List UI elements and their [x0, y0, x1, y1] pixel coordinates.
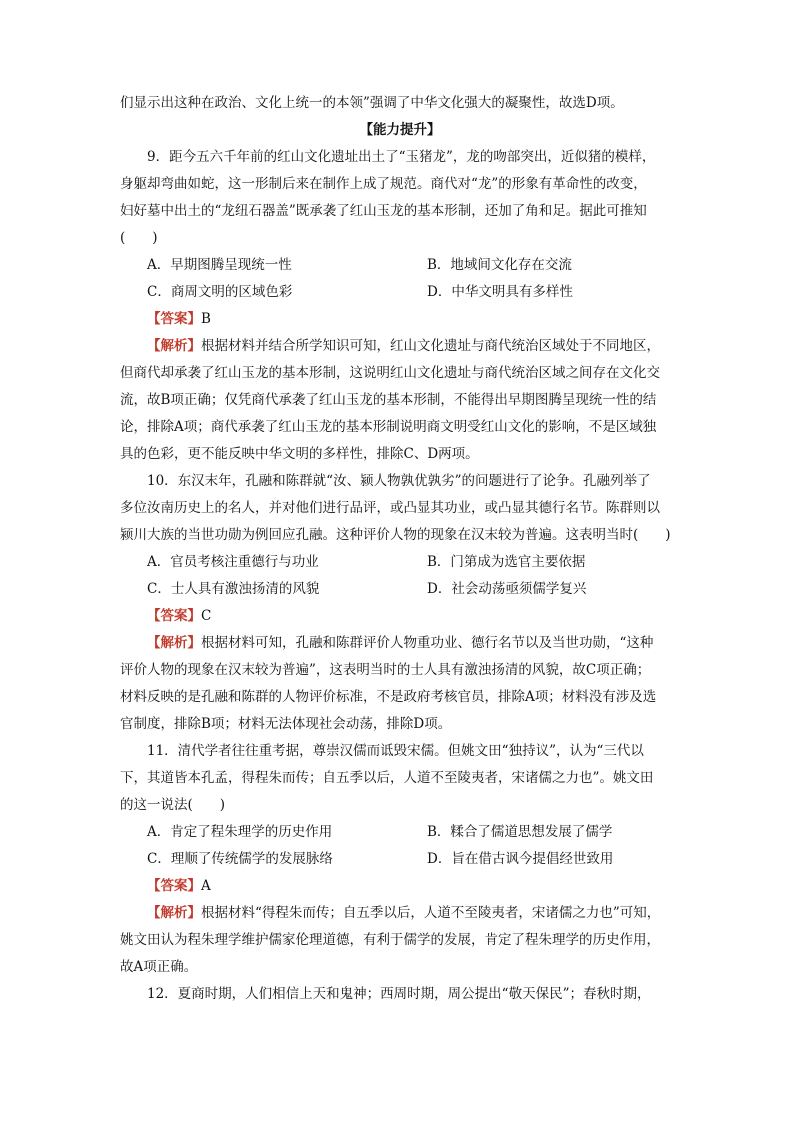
question-line: 身躯却弯曲如蛇，这一形制后来在制作上成了规范。商代对“龙”的形象有革命性的改变，	[120, 176, 647, 192]
answer-row	[120, 306, 680, 333]
question-line: 10．东汉末年，孔融和陈群就“汝、颍人物孰优孰劣”的问题进行了论争。孔融列举了	[147, 473, 651, 489]
options-row	[120, 846, 680, 873]
options-row	[120, 279, 680, 306]
options-row	[120, 576, 680, 603]
answer-row	[120, 873, 680, 900]
answer-value: B	[201, 311, 211, 327]
question-10	[120, 468, 680, 738]
analysis-line: 姚文田认为程朱理学维护儒家伦理道德，有利于儒学的发展，肯定了程朱理学的历史作用，	[120, 932, 660, 948]
answer-tag: 【答案】	[147, 878, 201, 894]
analysis-line: 论，排除A项；商代承袭了红山玉龙的基本形制说明商文明受红山文化的影响，不是区域独	[120, 419, 657, 435]
answer-tag: 【答案】	[147, 311, 201, 327]
answer-value: A	[201, 878, 211, 894]
option-c: C．商周文明的区域色彩	[147, 284, 293, 300]
analysis-line	[120, 630, 680, 657]
analysis-line	[120, 900, 680, 927]
analysis-line: 材料反映的是孔融和陈群的人物评价标准，不是政府考核官员，排除A项；材料没有涉及选	[120, 689, 657, 705]
document-page	[120, 90, 680, 1008]
analysis-line	[120, 333, 680, 360]
options-row	[120, 819, 680, 846]
option-d: D．社会动荡亟须儒学复兴	[427, 581, 587, 597]
question-line: 下，其道皆本孔孟，得程朱而传；自五季以后，人道不至陵夷者，宋诸儒之力也”。姚文田	[120, 770, 654, 786]
option-c: C．士人具有激浊扬清的风貌	[147, 581, 320, 597]
analysis-tag: 【解析】	[147, 905, 201, 921]
question-line: ( )	[120, 230, 158, 246]
question-9	[120, 144, 680, 468]
option-c: C．理顺了传统儒学的发展脉络	[147, 851, 333, 867]
answer-value: C	[201, 608, 212, 624]
option-b: B．糅合了儒道思想发展了儒学	[427, 824, 613, 840]
analysis-tag: 【解析】	[147, 338, 201, 354]
analysis-line: 评价人物的现象在汉末较为普遍”，这表明当时的士人具有激浊扬清的风貌，故C项正确；	[120, 662, 651, 678]
analysis-text: 根据材料并结合所学知识可知，红山文化遗址与商代统治区域处于不同地区，	[201, 338, 660, 354]
question-line: 妇好墓中出土的“龙纽石器盖”既承袭了红山玉龙的基本形制，还加了角和足。据此可推知	[120, 203, 647, 219]
question-line: 的这一说法( )	[120, 797, 226, 813]
option-d: D．中华文明具有多样性	[427, 284, 573, 300]
question-12-line: 12．夏商时期，人们相信上天和鬼神；西周时期，周公提出“敬天保民”；春秋时期，	[147, 986, 651, 1002]
analysis-line: 但商代却承袭了红山玉龙的基本形制，这说明红山文化遗址与商代统治区域之间存在文化交	[120, 365, 660, 381]
analysis-line: 故A项正确。	[120, 959, 198, 975]
section-title: 【能力提升】	[359, 122, 441, 138]
option-d: D．旨在借古讽今提倡经世致用	[427, 851, 614, 867]
option-a: A．肯定了程朱理学的历史作用	[147, 824, 333, 840]
analysis-line: 官制度，排除B项；材料无法体现社会动荡，排除D项。	[120, 716, 452, 732]
option-a: A．官员考核注重德行与功业	[147, 554, 319, 570]
question-line: 多位汝南历史上的名人，并对他们进行品评，或凸显其功业，或凸显其德行名节。陈群则以	[120, 500, 660, 516]
question-line: 颍川大族的当世功勋为例回应孔融。这种评价人物的现象在汉末较为普遍。这表明当时( )	[120, 527, 671, 543]
analysis-text: 根据材料“得程朱而传；自五季以后，人道不至陵夷者，宋诸儒之力也”可知，	[201, 905, 661, 921]
question-11	[120, 738, 680, 981]
answer-row	[120, 603, 680, 630]
options-row	[120, 549, 680, 576]
answer-tag: 【答案】	[147, 608, 201, 624]
intro-tail-text: 们显示出这种在政治、文化上统一的本领”强调了中华文化强大的凝聚性，故选D项。	[120, 95, 624, 111]
option-b: B．地域间文化存在交流	[427, 257, 572, 273]
question-line: 9．距今五六千年前的红山文化遗址出土了“玉猪龙”，龙的吻部突出，近似猪的模样，	[147, 149, 656, 165]
option-a: A．早期图腾呈现统一性	[147, 257, 292, 273]
analysis-tag: 【解析】	[147, 635, 201, 651]
analysis-text: 根据材料可知，孔融和陈群评价人物重功业、德行名节以及当世功勋，“这种	[201, 635, 654, 651]
option-b: B．门第成为选官主要依据	[427, 554, 586, 570]
analysis-line: 具的色彩，更不能反映中华文明的多样性，排除C、D两项。	[120, 446, 479, 462]
analysis-line: 流，故B项正确；仅凭商代承袭了红山玉龙的基本形制，不能得出早期图腾呈现统一性的结	[120, 392, 657, 408]
options-row	[120, 252, 680, 279]
question-line: 11．清代学者往往重考据，尊崇汉儒而诋毁宋儒。但姚文田“独持议”，认为“三代以	[147, 743, 644, 759]
